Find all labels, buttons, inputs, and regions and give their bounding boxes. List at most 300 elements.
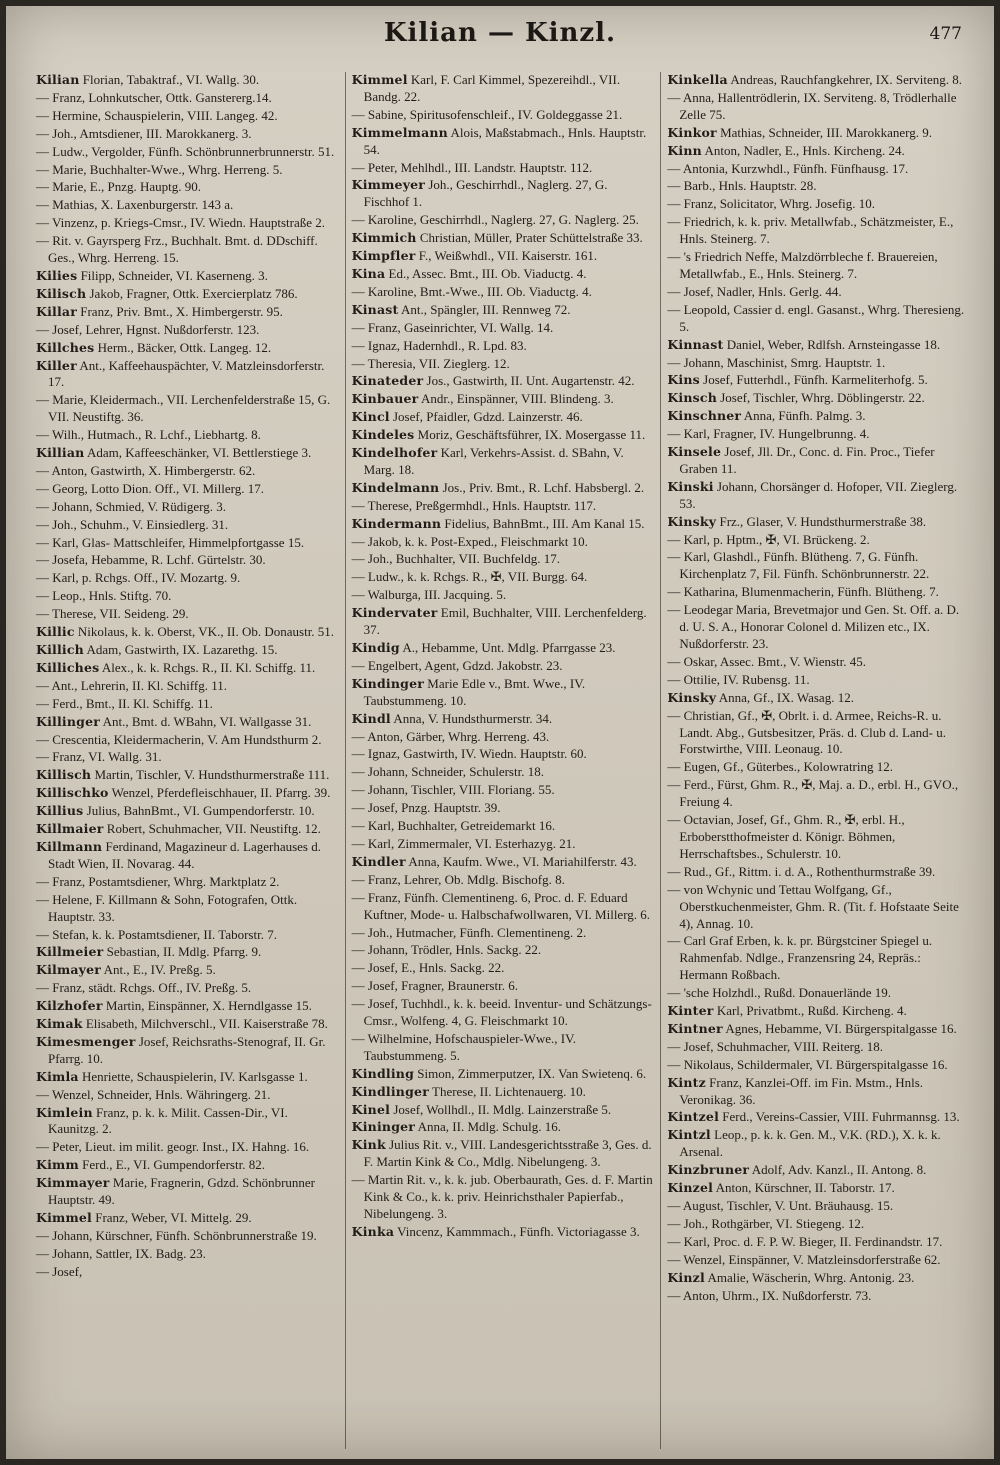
entry-surname: Kinkor	[667, 124, 717, 140]
entry-surname: Killches	[36, 339, 95, 355]
directory-entry	[352, 818, 655, 835]
entry-surname: Kinsele	[667, 444, 722, 460]
entry-surname: Killer	[36, 357, 77, 373]
directory-entry	[667, 672, 970, 689]
entry-details: — Peter, Lieut. im milit. geogr. Inst., IX. Hahng. 16.	[36, 1139, 310, 1155]
directory-entry	[667, 214, 970, 248]
entry-details: Franz, Kanzlei-Off. im Fin. Mstm., Hnls. Veronikag. 36.	[679, 1074, 924, 1107]
entry-details: — Josef, Tuchhdl., k. k. beeid. Inventur- und Schätzungs-Cmsr., Wolfeng. 4, G. Fleischmarkt 10.	[351, 996, 652, 1029]
entry-details: — Karl, p. Hptm., ✠, VI. Brückeng. 2.	[667, 531, 870, 547]
directory-entry	[667, 1252, 970, 1269]
entry-surname: Kincl	[351, 409, 390, 425]
entry-details: Simon, Zimmerputzer, IX. Van Swietenq. 6.	[414, 1065, 647, 1081]
entry-details: Sebastian, II. Mdlg. Pfarrg. 9.	[103, 944, 262, 960]
entry-details: — Anton, Uhrm., IX. Nußdorferstr. 73.	[667, 1287, 872, 1303]
directory-entry	[36, 1105, 339, 1139]
entry-details: Franz, p. k. k. Milit. Cassen-Dir., VI. Kaunitzg. 2.	[48, 1104, 288, 1137]
directory-entry	[352, 978, 655, 995]
entry-details: — Franz, Fünfh. Clementineng. 6, Proc. d. F. Eduard Kuftner, Mode- u. Halbschafwollwaren, VI. Millerg. 6.	[351, 889, 651, 922]
entry-details: — Karl, Zimmermaler, VI. Esterhazyg. 21.	[351, 835, 576, 851]
entry-details: — Franz, städt. Rchgs. Off., IV. Preßg. 5.	[36, 980, 252, 996]
directory-entry	[36, 108, 339, 125]
entry-surname: Kimpfler	[351, 248, 416, 264]
directory-entry	[352, 320, 655, 337]
entry-details: Julius Rit. v., VIII. Landesgerichtsstraße 3, Ges. d. F. Martin Kink & Co., Mdlg. Nibelungeng. 3.	[363, 1137, 652, 1170]
entry-details: — Josef, E., Hnls. Sackg. 22.	[351, 960, 505, 976]
entry-surname: Kintner	[667, 1020, 723, 1036]
directory-entry	[36, 427, 339, 444]
entry-details: Ferd., Vereins-Cassier, VIII. Fuhrmannsg. 13.	[719, 1109, 960, 1125]
directory-entry	[36, 749, 339, 766]
entry-surname: Kinzbruner	[667, 1162, 750, 1178]
directory-entry	[352, 534, 655, 551]
entry-details: — Leop., Hnls. Stiftg. 70.	[36, 588, 172, 604]
entry-surname: Kindlinger	[351, 1083, 429, 1099]
directory-entry	[36, 499, 339, 516]
entry-details: Martin, Tischler, V. Hundsthurmerstraße 111.	[91, 767, 330, 783]
entry-details: Franz, Weber, VI. Mittelg. 29.	[91, 1210, 252, 1225]
entry-details: — Mathias, X. Laxenburgerstr. 143 a.	[36, 197, 234, 213]
directory-entry	[352, 212, 655, 229]
entry-details: — Marie, Kleidermach., VII. Lerchenfelderstraße 15, G. VII. Neustiftg. 36.	[36, 392, 331, 425]
directory-entry	[352, 177, 655, 211]
directory-entry	[667, 1003, 970, 1020]
entry-details: Henriette, Schauspielerin, IV. Karlsgasse 1.	[78, 1068, 308, 1084]
entry-details: Karl, Privatbmt., Rußd. Kircheng. 4.	[713, 1003, 907, 1019]
directory-entry	[352, 266, 655, 283]
directory-entry	[36, 980, 339, 997]
entry-details: — Josef, Schuhmacher, VIII. Reiterg. 18.	[667, 1038, 883, 1054]
directory-entry	[36, 1228, 339, 1245]
entry-surname: Kinsky	[667, 513, 717, 529]
entry-details: Franz, Priv. Bmt., X. Himbergerstr. 95.	[77, 303, 283, 319]
entry-surname: Killinger	[36, 713, 101, 729]
entry-details: — Helene, F. Killmann & Sohn, Fotografen, Ottk. Hauptstr. 33.	[36, 891, 298, 924]
directory-entry	[667, 1127, 970, 1161]
entry-details: — Karl, p. Rchgs. Off., IV. Mozartg. 9.	[36, 570, 241, 586]
entry-surname: Kimesmenger	[36, 1033, 136, 1049]
directory-entry	[36, 72, 339, 89]
directory-entry	[36, 874, 339, 891]
directory-entry	[36, 570, 339, 587]
entry-details: Adolf, Adv. Kanzl., II. Antong. 8.	[749, 1162, 927, 1178]
entry-details: — Joh., Schuhm., V. Einsiedlerg. 31.	[36, 516, 229, 532]
entry-details: Therese, II. Lichtenauerg. 10.	[428, 1083, 586, 1099]
directory-entry	[667, 933, 970, 984]
directory-entry	[36, 944, 339, 961]
entry-details: Frz., Glaser, V. Hundsthurmerstraße 38.	[716, 513, 927, 529]
entry-details: Josef, Pfaidler, Gdzd. Lainzerstr. 46.	[389, 409, 583, 425]
directory-entry	[352, 445, 655, 479]
entry-details: — Josef, Nadler, Hnls. Gerlg. 44.	[667, 283, 842, 299]
entry-details: — Joh., Buchhalter, VII. Buchfeldg. 17.	[351, 551, 560, 567]
column-2	[346, 72, 662, 1449]
entry-surname: Kindler	[351, 853, 406, 869]
directory-entry	[667, 1075, 970, 1109]
entry-details: Anton, Nadler, E., Hnls. Kircheng. 24.	[701, 142, 905, 158]
directory-entry	[36, 785, 339, 802]
entry-details: — Josef, Lehrer, Hgnst. Nußdorferstr. 123.	[36, 321, 260, 337]
directory-entry	[36, 481, 339, 498]
entry-details: Daniel, Weber, Rdlfsh. Arnsteingasse 18.	[723, 336, 941, 352]
entry-details: — Josef, Fragner, Braunerstr. 6.	[351, 978, 518, 994]
entry-details: — Martin Rit. v., k. k. jub. Oberbaurath, Ges. d. F. Martin Kink & Co., k. k. priv. Heinrichsthaler Papierfab., Nibelungeng. 3.	[351, 1172, 653, 1221]
entry-surname: Kimla	[36, 1068, 79, 1084]
entry-details: — Johann, Maschinist, Smrg. Hauptstr. 1.	[667, 354, 886, 370]
entry-surname: Kins	[667, 372, 700, 388]
entry-details: Christian, Müller, Prater Schüttelstraße 33.	[416, 230, 643, 246]
entry-surname: Kinbauer	[351, 391, 419, 407]
entry-details: — Therese, VII. Seideng. 29.	[36, 606, 189, 622]
directory-entry	[352, 248, 655, 265]
directory-entry	[352, 373, 655, 390]
page-number: 477	[929, 24, 962, 44]
entry-details: Martin, Einspänner, X. Herndlgasse 15.	[102, 998, 312, 1014]
entry-details: — Johann, Schmied, V. Rüdigerg. 3.	[36, 498, 226, 514]
entry-surname: Kilzhofer	[36, 998, 103, 1014]
running-title: Kilian — Kinzl.	[383, 18, 617, 48]
directory-entry	[667, 1198, 970, 1215]
entry-details: — Johann, Sattler, IX. Badg. 23.	[36, 1245, 206, 1261]
entry-surname: Kinn	[667, 142, 702, 158]
entry-surname: Kink	[351, 1137, 386, 1153]
entry-surname: Kimmel	[351, 72, 408, 87]
directory-entry	[352, 107, 655, 124]
directory-entry	[667, 1234, 970, 1251]
entry-details: — Sabine, Spiritusofenschleif., IV. Goldeggasse 21.	[351, 106, 623, 122]
directory-entry	[667, 72, 970, 89]
entry-details: Karl, F. Carl Kimmel, Spezereihdl., VII. Bandg. 22.	[363, 72, 621, 104]
entry-surname: Kimmeyer	[351, 177, 426, 193]
directory-entry	[352, 1224, 655, 1241]
entry-details: Adam, Gastwirth, IX. Lazarethg. 15.	[83, 642, 278, 657]
directory-entry	[667, 654, 970, 671]
entry-details: — Johann, Schneider, Schulerstr. 18.	[351, 764, 544, 780]
entry-details: — Wenzel, Schneider, Hnls. Währingerg. 21.	[36, 1086, 271, 1102]
entry-details: — Franz, Lohnkutscher, Ottk. Ganstererg.14.	[36, 89, 272, 105]
directory-entry	[36, 162, 339, 179]
directory-entry	[667, 1057, 970, 1074]
page-header	[6, 18, 994, 58]
entry-details: Alois, Maßstabmach., Hnls. Hauptstr. 54.	[363, 124, 647, 157]
directory-entry	[352, 480, 655, 497]
entry-details: — Christian, Gf., ✠, Obrlt. i. d. Armee, Reichs-R. u. Landt. Abg., Gutsbesitzer, Präs. d. Club d. Land- u. Forstwirthe, VIII. Leonaug. 10.	[667, 707, 947, 757]
entry-surname: Kinsch	[667, 390, 717, 406]
entry-details: — Eugen, Gf., Güterbes., Kolowratring 12.	[667, 759, 893, 775]
directory-entry	[667, 759, 970, 776]
entry-details: — Josefa, Hebamme, R. Lchf. Gürtelstr. 30.	[36, 552, 266, 568]
entry-surname: Kinka	[351, 1223, 395, 1239]
entry-details: Ed., Assec. Bmt., III. Ob. Viaductg. 4.	[385, 265, 587, 281]
entry-details: — Karl, Buchhalter, Getreidemarkt 16.	[351, 818, 556, 834]
directory-entry	[36, 1069, 339, 1086]
entry-details: — Theresia, VII. Zieglerg. 12.	[351, 355, 510, 371]
directory-entry	[36, 144, 339, 161]
directory-entry	[36, 606, 339, 623]
directory-entry	[36, 340, 339, 357]
directory-entry	[352, 925, 655, 942]
entry-surname: Kininger	[351, 1119, 416, 1135]
directory-entry	[667, 1288, 970, 1305]
directory-entry	[667, 444, 970, 478]
entry-details: Ferdinand, Magazineur d. Lagerhauses d. Stadt Wien, II. Novarag. 44.	[48, 838, 321, 871]
entry-details: Andr., Einspänner, VIII. Blindeng. 3.	[418, 391, 614, 407]
directory-entry	[36, 197, 339, 214]
entry-details: Jos., Gastwirth, II. Unt. Augartenstr. 42.	[423, 373, 635, 389]
entry-surname: Kinzel	[667, 1180, 714, 1196]
directory-entry	[36, 678, 339, 695]
entry-details: — Ferd., Bmt., II. Kl. Schiffg. 11.	[36, 695, 213, 711]
entry-details: — Joh., Amtsdiener, III. Marokkanerg. 3.	[36, 125, 252, 141]
directory-entry	[352, 1137, 655, 1171]
entry-details: — Joh., Rothgärber, VI. Stiegeng. 12.	[667, 1215, 865, 1231]
directory-entry	[352, 764, 655, 781]
directory-entry	[36, 732, 339, 749]
directory-entry	[36, 696, 339, 713]
entry-details: — Josef, Pnzg. Hauptstr. 39.	[351, 800, 501, 816]
directory-entry	[667, 690, 970, 707]
entry-details: — Barb., Hnls. Hauptstr. 28.	[667, 178, 817, 194]
entry-details: Joh., Geschirrhdl., Naglerg. 27, G. Fischhof 1.	[363, 177, 608, 210]
entry-details: Vincenz, Kammmach., Fünfh. Victoriagasse 3.	[394, 1223, 640, 1239]
entry-surname: Killar	[36, 303, 77, 319]
directory-entry	[352, 427, 655, 444]
directory-entry	[667, 532, 970, 549]
entry-surname: Killisch	[36, 767, 92, 783]
entry-details: Elisabeth, Milchverschl., VII. Kaiserstraße 78.	[82, 1016, 328, 1032]
entry-details: — Karoline, Bmt.-Wwe., III. Ob. Viaductg. 4.	[351, 283, 592, 299]
entry-details: Marie, Fragnerin, Gdzd. Schönbrunner Hauptstr. 49.	[48, 1175, 315, 1208]
entry-surname: Killian	[36, 445, 85, 461]
entry-details: — Ludw., k. k. Rchgs. R., ✠, VII. Burgg. 64.	[351, 569, 588, 585]
entry-surname: Kindermann	[351, 515, 442, 531]
directory-entry	[667, 479, 970, 513]
directory-entry	[36, 1087, 339, 1104]
entry-surname: Kilmayer	[36, 962, 102, 978]
entry-surname: Kilies	[36, 267, 78, 283]
entry-details: — Georg, Lotto Dion. Off., VI. Millerg. 17.	[36, 480, 264, 496]
directory-entry	[36, 927, 339, 944]
entry-details: Marie Edle v., Bmt. Wwe., IV. Taubstummeng. 10.	[363, 675, 586, 708]
directory-entry	[36, 1175, 339, 1209]
entry-details: Robert, Schuhmacher, VII. Neustiftg. 12.	[103, 821, 321, 837]
entry-surname: Kimmel	[36, 1210, 92, 1225]
entry-details: — Antonia, Kurzwhdl., Fünfh. Fünfhausg. 17.	[667, 160, 909, 176]
directory-entry	[36, 1034, 339, 1068]
directory-entry	[36, 126, 339, 143]
directory-entry	[36, 962, 339, 979]
directory-entry	[36, 179, 339, 196]
directory-entry	[667, 125, 970, 142]
directory-entry	[352, 782, 655, 799]
directory-entry	[667, 408, 970, 425]
entry-details: — Ludw., Vergolder, Fünfh. Schönbrunnerbrunnerstr. 51.	[36, 143, 335, 159]
directory-entry	[36, 1264, 339, 1281]
directory-entry	[36, 624, 339, 641]
directory-entry	[352, 658, 655, 675]
directory-entry	[352, 338, 655, 355]
entry-surname: Kinter	[667, 1003, 714, 1019]
entry-details: Ant., Kaffeehauspächter, V. Matzleinsdorferstr. 17.	[48, 357, 325, 390]
entry-details: Anna, Gf., IX. Wasag. 12.	[716, 689, 854, 705]
entry-details: — Wilh., Hutmach., R. Lchf., Liebhartg. 8.	[36, 427, 261, 443]
directory-entry	[667, 337, 970, 354]
directory-entry	[667, 584, 970, 601]
entry-details: — Ant., Lehrerin, II. Kl. Schiffg. 11.	[36, 677, 227, 693]
entry-surname: Kinschner	[667, 408, 742, 424]
directory-entry	[352, 960, 655, 977]
directory-entry	[36, 90, 339, 107]
column-3	[661, 72, 976, 1449]
directory-entry	[36, 445, 339, 462]
directory-entry	[352, 498, 655, 515]
column-1	[30, 72, 346, 1449]
entry-details: — Stefan, k. k. Postamtsdiener, II. Taborstr. 7.	[36, 926, 277, 942]
entry-details: Leop., p. k. k. Gen. M., V.K. (RD.), X. k. k. Arsenal.	[679, 1127, 941, 1160]
directory-entry	[667, 426, 970, 443]
directory-entry	[36, 1157, 339, 1174]
directory-entry	[36, 803, 339, 820]
entry-details: Fidelius, BahnBmt., III. Am Kanal 15.	[441, 515, 645, 531]
directory-entry	[36, 1246, 339, 1263]
directory-entry	[352, 516, 655, 533]
entry-details: Filipp, Schneider, VI. Kaserneng. 3.	[77, 267, 268, 283]
directory-entry	[36, 463, 339, 480]
directory-entry	[667, 864, 970, 881]
entry-details: — von Wchynic und Tettau Wolfgang, Gf., Oberstkuchenmeister, Ghm. R. (Tit. f. Hofstaate Seite 4), Annag. 10.	[667, 881, 959, 931]
entry-details: Herm., Bäcker, Ottk. Langeg. 12.	[94, 339, 272, 355]
entry-surname: Kinel	[351, 1101, 391, 1117]
directory-entry	[667, 1109, 970, 1126]
entry-details: Josef, Reichsraths-Stenograf, II. Gr. Pfarrg. 10.	[48, 1033, 326, 1066]
directory-entry	[352, 230, 655, 247]
directory-entry	[667, 302, 970, 336]
entry-surname: Kindelmann	[351, 479, 440, 495]
directory-entry	[36, 233, 339, 267]
entry-surname: Killius	[36, 803, 84, 819]
directory-entry	[352, 1172, 655, 1223]
entry-details: Anton, Kürschner, II. Taborstr. 17.	[713, 1180, 895, 1196]
entry-details: Anna, V. Hundsthurmerstr. 34.	[390, 710, 553, 726]
entry-surname: Kimmelmann	[351, 124, 448, 140]
entry-details: — 's Friedrich Neffe, Malzdörrbleche f. Brauereien, Metallwfab., E., Hnls. Steinerg. 7.	[667, 249, 938, 281]
entry-details: Anna, Kaufm. Wwe., VI. Mariahilferstr. 43.	[405, 853, 637, 869]
entry-details: — Rud., Gf., Rittm. i. d. A., Rothenthurmstraße 39.	[667, 863, 936, 879]
directory-entry	[667, 161, 970, 178]
entry-details: — Marie, E., Pnzg. Hauptg. 90.	[36, 179, 202, 195]
entry-details: — Octavian, Josef, Gf., Ghm. R., ✠, erbl. H., Erboberstthofmeister d. Königr. Böhmen, Herrschaftsbes., Schulerstr. 10.	[667, 812, 905, 861]
entry-details: Florian, Tabaktraf., VI. Wallg. 30.	[79, 72, 260, 87]
entry-details: — 'sche Holzhdl., Rußd. Donauerlände 19.	[667, 985, 891, 1001]
directory-entry	[667, 1021, 970, 1038]
entry-details: — Engelbert, Agent, Gdzd. Jakobstr. 23.	[351, 657, 563, 673]
entry-surname: Kimmayer	[36, 1175, 110, 1191]
directory-entry	[667, 284, 970, 301]
entry-details: F., Weißwhdl., VII. Kaiserstr. 161.	[415, 248, 598, 264]
entry-details: — Oskar, Assec. Bmt., V. Wienstr. 45.	[667, 653, 866, 669]
entry-details: — Johann, Tischler, VIII. Floriang. 55.	[351, 782, 555, 798]
directory-entry	[352, 160, 655, 177]
entry-details: — Peter, Mehlhdl., III. Landstr. Hauptstr. 112.	[351, 159, 593, 175]
entry-details: Adam, Kaffeeschänker, VI. Bettlerstiege 3.	[84, 445, 312, 461]
entry-details: — Marie, Buchhalter-Wwe., Whrg. Herreng. 5.	[36, 161, 283, 177]
entry-surname: Kina	[351, 265, 386, 281]
entry-surname: Kinkella	[667, 72, 728, 87]
entry-surname: Kindelhofer	[351, 445, 438, 461]
entry-details: — Karl, Glashdl., Fünfh. Blütheng. 7, G. Fünfh. Kirchenplatz 7, Fil. Fünfh. Schönbrunnerstr. 22.	[667, 549, 930, 582]
directory-entry	[352, 72, 655, 106]
entry-surname: Kinast	[351, 301, 399, 317]
entry-surname: Kimmich	[351, 230, 417, 246]
entry-details: — Friedrich, k. k. priv. Metallwfab., Schätzmeister, E., Hnls. Steinerg. 7.	[667, 214, 954, 247]
directory-entry	[667, 196, 970, 213]
directory-entry	[352, 605, 655, 639]
entry-details: Alex., k. k. Rchgs. R., II. Kl. Schiffg. 11.	[99, 659, 316, 675]
entry-details: Karl, Verkehrs-Assist. d. SBahn, V. Marg. 18.	[363, 445, 624, 477]
directory-entry	[667, 90, 970, 124]
entry-details: — Ignaz, Gastwirth, IV. Wiedn. Hauptstr. 60.	[351, 746, 587, 762]
entry-details: Wenzel, Pferdefleischhauer, II. Pfarrg. 39.	[108, 785, 331, 801]
directory-entry	[352, 942, 655, 959]
entry-details: A., Hebamme, Unt. Mdlg. Pfarrgasse 23.	[399, 640, 616, 655]
directory-entry	[667, 1270, 970, 1287]
entry-details: — Leopold, Cassier d. engl. Gasanst., Whrg. Theresieng. 5.	[667, 301, 965, 334]
directory-entry	[667, 708, 970, 759]
directory-entry	[36, 1139, 339, 1156]
directory-entry	[667, 355, 970, 372]
directory-page	[6, 6, 994, 1459]
entry-details: Ferd., E., VI. Gumpendorferstr. 82.	[78, 1157, 265, 1173]
directory-entry	[667, 1162, 970, 1179]
entry-details: — Franz, Lehrer, Ob. Mdlg. Bischofg. 8.	[351, 871, 565, 887]
entry-details: Mathias, Schneider, III. Marokkanerg. 9.	[716, 124, 932, 140]
entry-details: Josef, Jll. Dr., Conc. d. Fin. Proc., Tiefer Graben 11.	[679, 444, 935, 476]
entry-surname: Killich	[36, 642, 84, 657]
entry-details: — Nikolaus, Schildermaler, VI. Bürgerspitalgasse 16.	[667, 1056, 948, 1072]
entry-details: — Leodegar Maria, Brevetmajor und Gen. St. Off. a. D. d. U. S. A., Honorar Colonel d. Milizen etc., IX. Nußdorferstr. 23.	[667, 602, 960, 651]
entry-details: — Walburga, III. Jacquing. 5.	[351, 587, 507, 603]
entry-surname: Kinnast	[667, 336, 724, 352]
entry-details: — Jakob, k. k. Post-Exped., Fleischmarkt 10.	[351, 533, 588, 549]
entry-surname: Killischko	[36, 785, 109, 801]
entry-details: — Ignaz, Hadernhdl., R. Lpd. 83.	[351, 337, 527, 353]
directory-entry	[36, 642, 339, 659]
directory-entry	[667, 549, 970, 583]
directory-entry	[667, 372, 970, 389]
directory-entry	[667, 602, 970, 653]
entry-details: Julius, BahnBmt., VI. Gumpendorferstr. 10.	[83, 803, 315, 819]
entry-details: Josef, Wollhdl., II. Mdlg. Lainzerstraße 5.	[390, 1101, 612, 1117]
entry-details: — Ottilie, IV. Rubensg. 11.	[667, 671, 810, 687]
entry-details: Ant., Spängler, III. Rennweg 72.	[398, 301, 571, 317]
directory-entry	[352, 1102, 655, 1119]
directory-entry	[352, 676, 655, 710]
entry-details: Johann, Chorsänger d. Hofoper, VII. Zieglerg. 53.	[679, 478, 958, 511]
directory-entry	[667, 390, 970, 407]
entry-surname: Kilisch	[36, 285, 87, 301]
entry-details: Jakob, Fragner, Ottk. Exercierplatz 786.	[86, 285, 298, 301]
directory-entry	[36, 998, 339, 1015]
directory-entry	[352, 587, 655, 604]
directory-entry	[36, 517, 339, 534]
directory-entry	[36, 286, 339, 303]
directory-entry	[667, 985, 970, 1002]
directory-entry	[667, 1216, 970, 1233]
directory-entry	[352, 746, 655, 763]
directory-entry	[352, 302, 655, 319]
entry-details: — Anton, Gärber, Whrg. Herreng. 43.	[351, 728, 550, 744]
entry-surname: Kindeles	[351, 427, 415, 443]
